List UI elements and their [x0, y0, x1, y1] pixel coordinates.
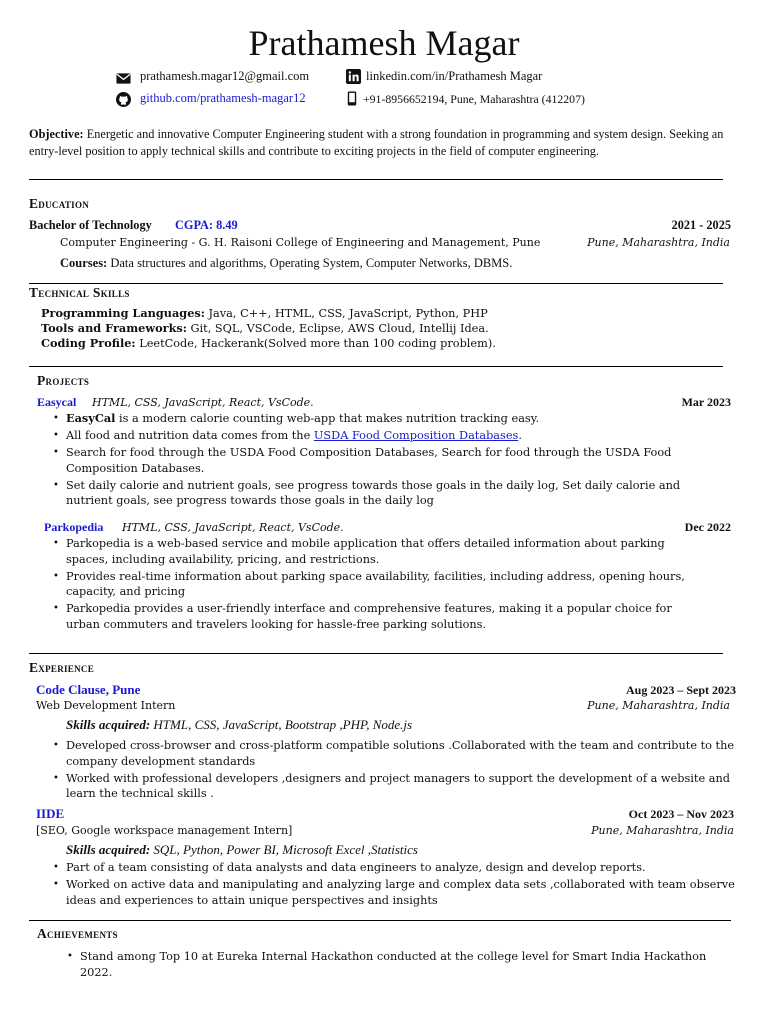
company-iide: IIDE — [36, 806, 65, 821]
divider — [29, 653, 723, 654]
list-item: • Provides real-time information about parking space availability, facilities, including address, opening hours, capacity, and pricing — [66, 569, 706, 600]
skills-tools-label: Tools and Frameworks: — [41, 321, 187, 335]
date-codeclause: Aug 2023 – Sept 2023 — [625, 683, 736, 697]
objective-text: Energetic and innovative Computer Engineering student with a strong foundation in programming and system design. Seeking an entry-level position to apply technical skills and contribute to exciting projects in the field of computer engineering. — [29, 127, 724, 158]
linkedin-link[interactable]: linkedin.com/in/Prathamesh Magar — [366, 69, 543, 83]
company-codeclause: Code Clause, Pune — [36, 682, 141, 697]
location-iide: Pune, Maharashtra, India — [591, 824, 734, 837]
bullets-iide — [66, 860, 736, 910]
project-tech-easycal: HTML, CSS, JavaScript, React, VsCode. — [92, 396, 314, 409]
list-item: • Stand among Top 10 at Eureka Internal Hackathon conducted at the college level for Smart India Hackathon 2022. — [80, 949, 740, 980]
section-heading-achievements: Achievements — [37, 926, 118, 941]
skills-acquired-codeclause: Skills acquired: HTML, CSS, JavaScript, Bootstrap ,PHP, Node.js — [66, 717, 413, 732]
skills-tools — [41, 321, 489, 337]
list-item: • Parkopedia is a web-based service and mobile application that offers detailed information about parking spaces, including availability, pricing, and restrictions. — [66, 536, 706, 567]
email-link[interactable]: prathamesh.magar12@gmail.com — [140, 69, 310, 83]
linkedin-icon — [346, 69, 361, 84]
skills-languages — [41, 306, 488, 322]
role-codeclause: Web Development Intern — [36, 699, 176, 712]
project-tech-parkopedia: HTML, CSS, JavaScript, React, VsCode. — [122, 521, 344, 534]
objective-label: Objective: — [29, 127, 84, 141]
achievements-list — [80, 949, 740, 982]
objective — [29, 126, 741, 160]
courses — [60, 256, 512, 271]
phone-address: +91-8956652194, Pune, Maharashtra (412207) — [363, 92, 585, 106]
list-item: • Worked with professional developers ,designers and project managers to support the development of a website and learn the technical skills . — [66, 771, 736, 802]
project-bullets-parkopedia — [66, 536, 706, 634]
project-bullets-easycal — [66, 411, 726, 510]
usda-link[interactable]: USDA Food Composition Databases — [313, 429, 519, 442]
courses-text: Data structures and algorithms, Operating System, Computer Networks, DBMS. — [107, 256, 513, 270]
skills-acquired-iide: Skills acquired: SQL, Python, Power BI, Microsoft Excel ,Statistics — [66, 842, 418, 857]
github-link[interactable]: github.com/prathamesh-magar12 — [140, 91, 306, 105]
section-heading-skills: Technical Skills — [29, 285, 130, 300]
list-item: • Part of a team consisting of data analysts and data engineers to analyze, design and develop reports. — [66, 860, 736, 876]
courses-label: Courses: — [60, 256, 108, 270]
list-item: • All food and nutrition data comes from the USDA Food Composition Databases. — [66, 428, 726, 444]
degree: Bachelor of Technology — [29, 218, 152, 232]
phone-icon — [347, 91, 357, 106]
college: Computer Engineering - G. H. Raisoni College of Engineering and Management, Pune — [60, 236, 541, 249]
skills-languages-text: Java, C++, HTML, CSS, JavaScript, Python, PHP — [204, 307, 488, 320]
list-item: • Search for food through the USDA Food Composition Databases, Search for food through the USDA Food Composition Databases. — [66, 445, 726, 476]
section-heading-experience: Experience — [29, 660, 95, 675]
email-icon — [116, 71, 131, 86]
github-icon — [116, 92, 131, 107]
list-item: • Worked on active data and manipulating and analyzing large and complex data sets ,collaborated with team observe ideas and experiences to attain unique perspectives and insights — [66, 877, 736, 908]
project-title-parkopedia: Parkopedia — [44, 520, 104, 534]
divider — [29, 283, 723, 284]
role-iide: [SEO, Google workspace management Intern] — [36, 824, 293, 837]
divider — [29, 179, 723, 180]
project-date-easycal: Mar 2023 — [681, 395, 731, 409]
project-date-parkopedia: Dec 2022 — [684, 520, 731, 534]
education-years: 2021 - 2025 — [671, 218, 731, 232]
divider — [29, 366, 723, 367]
skills-tools-text: Git, SQL, VSCode, Eclipse, AWS Cloud, Intellij Idea. — [186, 322, 489, 335]
skills-coding-text: LeetCode, Hackerank(Solved more than 100 coding problem). — [135, 337, 496, 350]
bullets-codeclause — [66, 738, 736, 803]
section-heading-projects: Projects — [37, 373, 90, 388]
skills-coding — [41, 336, 496, 352]
skills-coding-label: Coding Profile: — [41, 336, 136, 350]
list-item: • EasyCal is a modern calorie counting web-app that makes nutrition tracking easy. — [66, 411, 726, 427]
skills-languages-label: Programming Languages: — [41, 306, 205, 320]
list-item: • Developed cross-browser and cross-platform compatible solutions .Collaborated with the team and contribute to the company development standards — [66, 738, 736, 769]
project-title-easycal: Easycal — [37, 395, 77, 409]
divider — [29, 920, 731, 921]
education-location: Pune, Maharashtra, India — [587, 236, 730, 249]
location-codeclause: Pune, Maharashtra, India — [587, 699, 730, 712]
list-item: • Parkopedia provides a user-friendly interface and comprehensive features, making it a popular choice for urban commuters and travelers looking for hassle-free parking solutions. — [66, 601, 706, 632]
resume-name: Prathamesh Magar — [248, 23, 520, 63]
date-iide: Oct 2023 – Nov 2023 — [628, 807, 734, 821]
cgpa: CGPA: 8.49 — [175, 218, 238, 232]
list-item: • Set daily calorie and nutrient goals, see progress towards those goals in the daily log, Set daily calorie and nutrient goals, see progress towards those goals in the daily log — [66, 478, 726, 509]
section-heading-education: Education — [29, 196, 90, 211]
